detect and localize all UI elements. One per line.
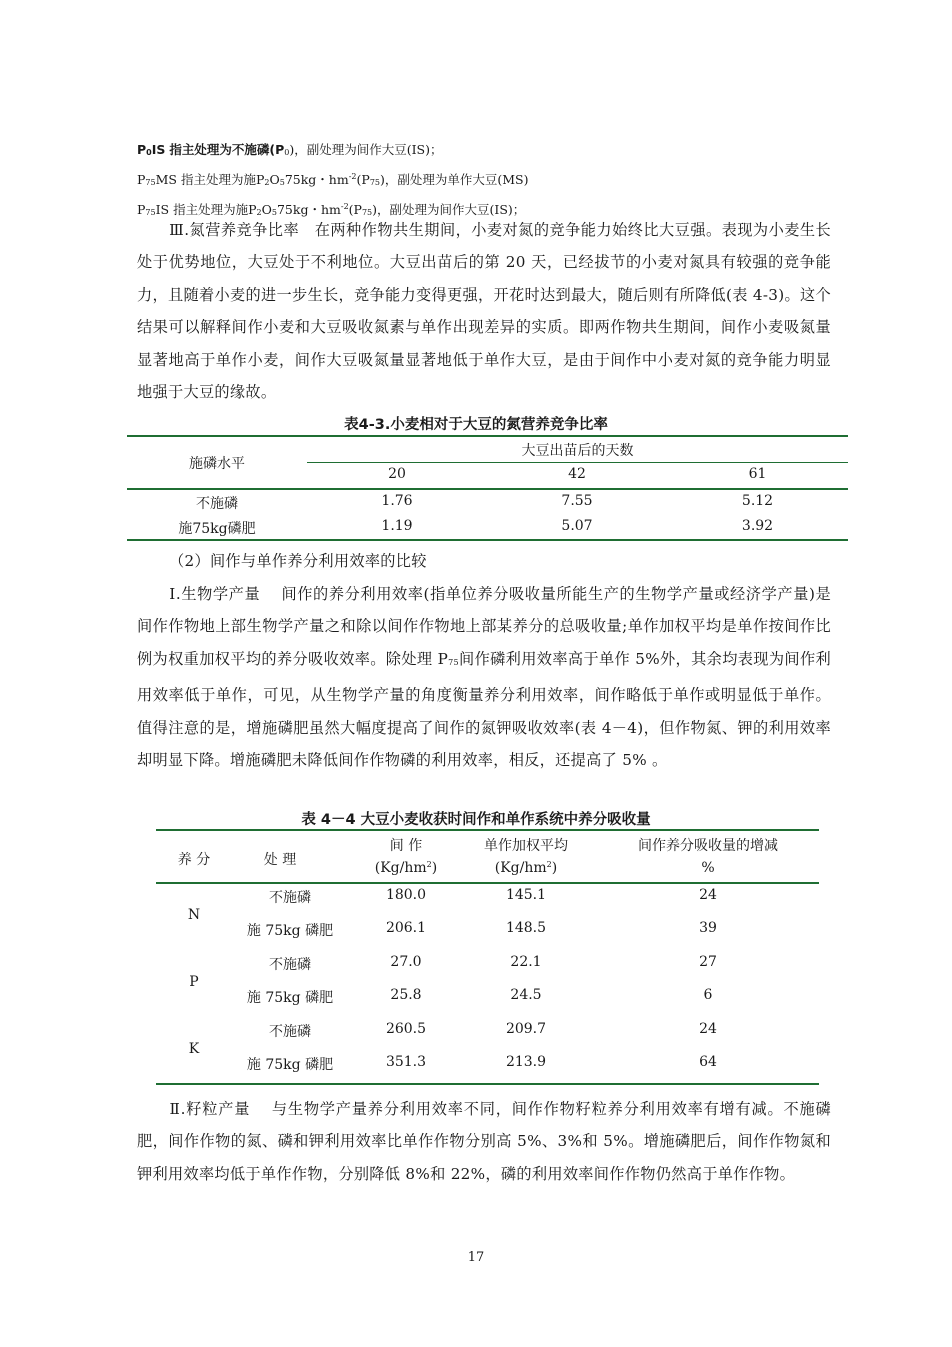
table-4-4-header-change: 间作养分吸收量的增减 <box>638 838 778 854</box>
table-cell: 24 <box>699 887 717 903</box>
table-4-3-caption: 表4-3.小麦相对于大豆的氮营养竞争比率 <box>344 417 608 433</box>
table-cell: 39 <box>699 920 717 936</box>
treatment-label: 不施磷 <box>269 957 311 973</box>
table-4-4-caption: 表 4－4 大豆小麦收获时间作和单作系统中养分吸收量 <box>301 812 651 828</box>
table-4-4-header-nutrient: 养 分 <box>177 852 211 868</box>
table-4-3-top-rule <box>127 435 848 437</box>
table-cell: 180.0 <box>385 887 427 903</box>
table-cell: 148.5 <box>505 920 547 936</box>
footnotes <box>137 138 529 225</box>
table-cell: 6 <box>703 987 713 1003</box>
table-4-3-day: 61 <box>748 466 767 482</box>
table-4-4-top-rule <box>156 829 819 831</box>
table-4-4-header-intercrop: 间 作 <box>389 838 423 854</box>
table-cell: 260.5 <box>385 1021 427 1037</box>
table-cell: 206.1 <box>385 920 427 936</box>
table-4-3-day: 42 <box>568 466 586 482</box>
treatment-label: 施 75kg 磷肥 <box>246 990 334 1006</box>
note-p75ms: $P_{75}MS$ 指主处理为施$P_2O_575kg$・$hm^{-2}(P_{75})$，副处理为单作大豆(MS) <box>137 172 529 187</box>
nutrient-label: K <box>188 1041 200 1057</box>
table-cell: 1.76 <box>381 493 413 509</box>
treatment-label: 施 75kg 磷肥 <box>246 1057 334 1073</box>
table-row-label: 不施磷 <box>196 496 238 512</box>
table-cell: 24 <box>699 1021 717 1037</box>
table-4-3-bottom-rule <box>127 539 848 541</box>
table-4-4-unit-single: $(Kg/hm^2)$ <box>494 860 558 876</box>
table-cell: 22.1 <box>510 954 542 970</box>
table-cell: 351.3 <box>385 1054 427 1070</box>
table-4-4-bottom-rule <box>156 1083 819 1085</box>
table-cell: 1.19 <box>381 518 413 534</box>
table-4-4-unit-intercrop: $(Kg/hm^2)$ <box>374 860 438 876</box>
paragraph-nitrogen-competition: Ⅲ.氮营养竞争比率 在两种作物共生期间，小麦对氮的竞争能力始终比大豆强。表现为小麦生长处于优势地位，大豆处于不利地位。大豆出苗后的第 20 天，已经拔节的小麦对氮具有较强的竞争能力，且随着小麦的进一步生长，竞争能力变得更强，开花时达到最大，随后则有所降低(表 4-3)。这个结果可以解释间作小麦和大豆吸收氮素与单作出现差异的实质。即两作物共生期间，间作小麦吸氮量显著地高于单作小麦，间作大豆吸氮量显著地低于单作大豆，是由于间作中小麦对氮的竞争能力明显地强于大豆的缘故。 <box>137 221 831 402</box>
paragraph-grain-yield: Ⅱ.籽粒产量 与生物学产量养分利用效率不同，间作作物籽粒养分利用效率有增有减。不施磷肥，间作作物的氮、磷和钾利用效率比单作作物分别高 5%、3%和 5%。增施磷肥后，间作作物氮和钾利用效率均低于单作作物，分别降低 8%和 22%，磷的利用效率间作作物仍然高于单作作物。 <box>137 1100 831 1183</box>
nutrient-label: N <box>187 907 201 923</box>
table-4-3-header-level: 施磷水平 <box>189 456 245 472</box>
table-cell: 27 <box>699 954 717 970</box>
table-cell: 213.9 <box>505 1054 547 1070</box>
table-cell: 27.0 <box>390 954 422 970</box>
table-cell: 25.8 <box>390 987 422 1003</box>
treatment-label: 施 75kg 磷肥 <box>246 923 334 939</box>
treatment-label: 不施磷 <box>269 890 311 906</box>
table-cell: 209.7 <box>505 1021 547 1037</box>
table-cell: 7.55 <box>561 493 593 509</box>
table-4-4-header-single: 单作加权平均 <box>484 838 568 854</box>
table-4-4-unit-change: % <box>701 860 715 876</box>
table-cell: 145.1 <box>505 887 547 903</box>
nutrient-label: P <box>189 974 199 990</box>
treatment-label: 不施磷 <box>269 1024 311 1040</box>
note-p75is: $P_{75}IS$ 指主处理为施$P_2O_575kg$・$hm^{-2}(P_{75})$，副处理为间作大豆(IS)； <box>137 202 526 217</box>
table-cell: 24.5 <box>510 987 542 1003</box>
table-4-3-day: 20 <box>388 466 406 482</box>
note-p0is: $P_0IS$ 指主处理为不施磷$(P_0)$，副处理为间作大豆(IS)； <box>137 142 443 157</box>
table-4-3-group-rule <box>307 462 848 463</box>
section-heading: （2）间作与单作养分利用效率的比较 <box>169 552 427 570</box>
table-4-4-header-treatment: 处 理 <box>263 852 297 868</box>
table-4-3-header-days: 大豆出苗后的天数 <box>521 443 634 459</box>
table-cell: 5.12 <box>741 493 774 509</box>
table-cell: 3.92 <box>741 518 774 534</box>
table-4-4-header-rule <box>156 882 819 884</box>
table-cell: 5.07 <box>561 518 593 534</box>
table-row-label: 施75kg磷肥 <box>178 521 256 537</box>
table-4-3-header-rule <box>127 488 848 490</box>
table-cell: 64 <box>699 1054 717 1070</box>
paragraph-biological-yield: Ⅰ.生物学产量 间作的养分利用效率(指单位养分吸收量所能生产的生物学产量或经济学产量)是间作作物地上部生物学产量之和除以间作作物地上部某养分的总吸收量;单作加权平均是单作按间作比例为权重加权平均的养分吸收效率。除处理 $P_{75}$间作磷利用效率高于单作 5%外，其余均表现为间作利用效率低于单作，可见，从生物学产量的角度衡量养分利用效率，间作略低于单作或明显低于单作。值得注意的是，增施磷肥虽然大幅度提高了间作的氮钾吸收效率(表 4－4)，但作物氮、钾的利用效率却明显下降。增施磷肥未降低间作作物磷的利用效率，相反，还提高了 5% 。 <box>137 585 831 770</box>
page-number: 17 <box>467 1250 485 1265</box>
